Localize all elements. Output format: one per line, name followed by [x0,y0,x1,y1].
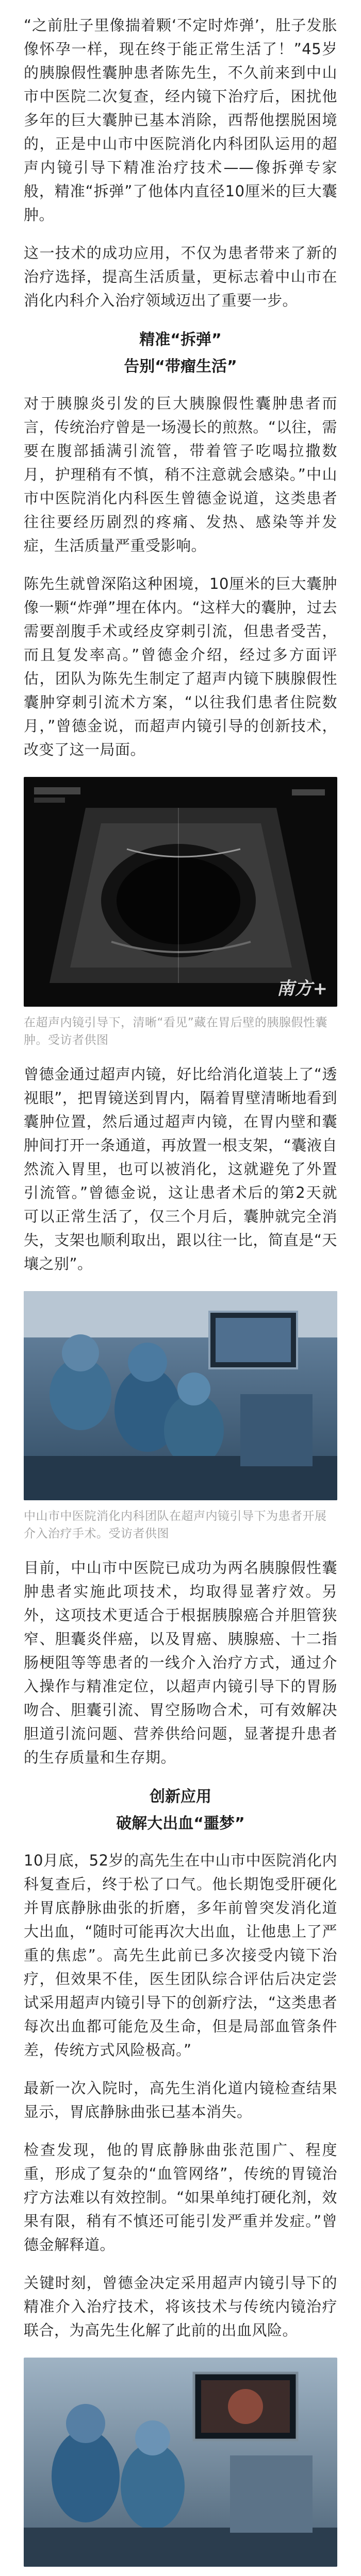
ultrasound-illustration [24,777,337,1007]
procedure-illustration [24,2358,337,2567]
section1b-paragraph-1: 曾德金通过超声内镜，好比给消化道装上了“透视眼”，把胃镜送到胃内，隔着胃壁清晰地看到囊肿位置，然后通过超声内镜，在胃内壁和囊肿间打开一条通道，再放置一根支架，“囊液自然流入胃里，也可以被消化，这就避免了外置引流管。”曾德金说，这让患者术后的第2天就可以正常生活了，仅三个月后，囊肿就完全消失，支架也顺利取出，跟以往一比，简直是“天壤之别”。 [24,1065,337,1273]
intro-paragraph-1: “之前肚子里像揣着颗‘不定时炸弹’，肚子发胀像怀孕一样，现在终于能正常生活了！”45岁的胰腺假性囊肿患者陈先生，不久前来到中山市中医院二次复查，经内镜下治疗后，困扰他多年的巨大囊肿已基本消除，西帮他摆脱困境的，正是中山市中医院消化内科团队运用的超声内镜引导下精准治疗技术——像拆弹专家般，精准“拆弹”了他体内直径10厘米的巨大囊肿。 [24,16,337,224]
section2-title: 创新应用 [150,1788,211,1806]
section1c-paragraph-1: 目前，中山市中医院已成功为两名胰腺假性囊肿患者实施此项技术，均取得显著疗效。另外，这项技术更适合于根据胰腺癌合并胆管狭窄、胆囊炎伴癌，以及胃癌、胰腺癌、十二指肠梗阻等等患者的一线介入治疗方式，通过介入操作与精准定位，以超声内镜引导下的胃肠吻合、胆囊引流、胃空肠吻合术，可有效解决胆道引流问题、营养供给问题，显著提升患者的生存质量和生存期。 [24,1559,337,1766]
surgery-image [24,1291,337,1500]
procedure-image [24,2358,337,2567]
surgery-illustration [24,1291,337,1500]
figure-procedure [0,2358,361,2576]
image2-caption: 中山市中医院消化内科团队在超声内镜引导下为患者开展介入治疗手术。受访者供图 [24,1510,327,1540]
section2-paragraph-4: 关键时刻，曾德金决定采用超声内镜引导下的精准介入治疗技术，将该技术与传统内镜治疗联合，为高先生化解了此前的出血风险。 [24,2274,337,2339]
section1-title: 精准“拆弹” [139,331,222,349]
section2-paragraph-1: 10月底，52岁的高先生在中山市中医院消化内科复查后，终于松了口气。他长期饱受肝硬化并胃底静脉曲张的折磨，多年前曾突发消化道大出血，“随时可能再次大出血，让他患上了严重的焦虑”。高先生此前已多次接受内镜下治疗，但效果不佳，医生团队综合评估后决定尝试采用超声内镜引导下的创新疗法，“这类患者每次出血都可能危及生命，但是局部血管条件差，传统方式风险极高。” [24,1852,337,2059]
intro-paragraph-2: 这一技术的成功应用，不仅为患者带来了新的治疗选择，提高生活质量，更标志着中山市在消化内科介入治疗领域迈出了重要一步。 [24,244,337,309]
image1-watermark: 南方+ [276,978,328,999]
section2-paragraph-3: 检查发现，他的胃底静脉曲张范围广、程度重，形成了复杂的“血管网络”，传统的胃镜治疗方法难以有效控制。“如果单纯打硬化剂，效果有限，稍有不慎还可能引发严重并发症。”曾德金解释道。 [24,2141,337,2253]
section1-paragraph-1: 对于胰腺炎引发的巨大胰腺假性囊肿患者而言，传统治疗曾是一场漫长的煎熬。“以往，需要在腹部插满引流管，带着管子吃喝拉撒数月，护理稍有不慎，稍不注意就会感染。”中山市中医院消化内科医生曾德金说道，这类患者往往要经历剧烈的疼痛、发热、感染等并发症，生活质量严重受影响。 [24,395,337,554]
section1b-block [0,1062,361,1276]
ultrasound-image [24,777,337,1007]
section1c-block [0,1556,361,1769]
section1-subtitle: 告别“带瘤生活” [124,358,237,376]
section1-paragraph-2: 陈先生就曾深陷这种困境，10厘米的巨大囊肿像一颗“炸弹”埋在体内。“这样大的囊肿，过去需要剖腹手术或经皮穿刺引流，但患者受苦，而且复发率高。”曾德金介绍，经过多方面评估，团队为陈先生制定了超声内镜下胰腺假性囊肿穿刺引流术方案，“以往我们患者住院数月，”曾德金说，而超声内镜引导的创新技术，改变了这一局面。 [24,575,337,758]
section2-paragraph-2: 最新一次入院时，高先生消化道内镜检查结果显示，胃底静脉曲张已基本消失。 [24,2079,337,2121]
intro-block [0,0,361,312]
section2-subtitle: 破解大出血“噩梦” [116,1815,245,1833]
image1-caption: 在超声内镜引导下，清晰“看见”藏在胃后壁的胰腺假性囊肿。受访者供图 [24,1016,327,1047]
figure-ultrasound [0,777,361,1049]
image3-caption [24,2574,337,2576]
figure-surgery-team [0,1291,361,1543]
